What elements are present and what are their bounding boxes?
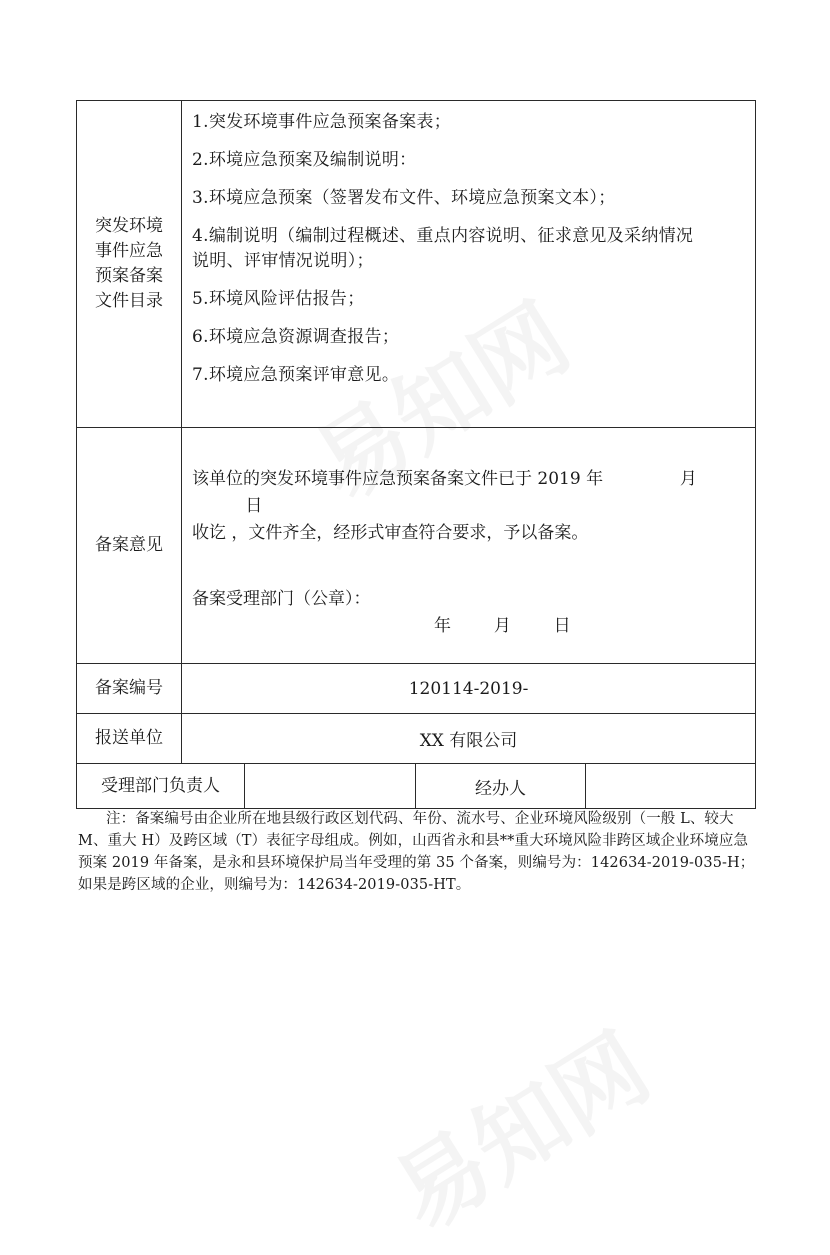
catalog-item: 6.环境应急资源调查报告； (192, 327, 400, 347)
opinion-month: 月 (679, 469, 697, 489)
catalog-item: 4.编制说明（编制过程概述、重点内容说明、征求意见及采纳情况 (192, 226, 694, 246)
opinion-content (182, 428, 756, 664)
opinion-received-text: 该单位的突发环境事件应急预案备案文件已于 2019 年 (192, 469, 604, 489)
opinion-line-2: 收讫 ，文件齐全，经形式审查符合要求，予以备案。 (192, 523, 589, 543)
dept-head-label: 受理部门负责人 (77, 764, 245, 809)
submitter-row (77, 714, 756, 764)
catalog-item: 5.环境风险评估报告； (192, 289, 365, 309)
catalog-list (182, 101, 756, 428)
dept-head-value (245, 764, 416, 809)
opinion-sign-date (192, 613, 747, 640)
catalog-label-line: 预案备案 (95, 266, 163, 286)
record-number-label: 备案编号 (77, 664, 182, 714)
record-number-row (77, 664, 756, 714)
record-number-value: 120114-2019- (182, 664, 756, 714)
opinion-label: 备案意见 (77, 428, 182, 664)
filing-form-table (76, 100, 756, 809)
opinion-dept: 备案受理部门（公章）： (192, 589, 371, 609)
catalog-label-cell (77, 101, 182, 428)
sign-year: 年 (434, 616, 451, 636)
catalog-item: 1.突发环境事件应急预案备案表； (192, 112, 452, 132)
opinion-line-1 (192, 466, 747, 520)
watermark (366, 997, 670, 1255)
catalog-item: 7.环境应急预案评审意见。 (192, 365, 400, 385)
sign-month: 月 (493, 616, 511, 636)
catalog-item: 2.环境应急预案及编制说明： (192, 150, 417, 170)
catalog-label-line: 事件应急 (95, 241, 163, 261)
handler-label: 经办人 (416, 764, 586, 809)
catalog-item: 3.环境应急预案（签署发布文件、环境应急预案文本）； (192, 188, 616, 208)
signature-row (77, 764, 756, 809)
submitter-label: 报送单位 (77, 714, 182, 764)
opinion-day: 日 (245, 496, 263, 516)
catalog-label-line: 文件目录 (95, 291, 163, 311)
sign-day: 日 (553, 616, 571, 636)
footnote: 注：备案编号由企业所在地县级行政区划代码、年份、流水号、企业环境风险级别（一般 L、较大 M、重大 H）及跨区域（T）表征字母组成。例如，山西省永和县**重大环境风险非跨区域企业环境应急预案 2019 年备案，是永和县环境保护局当年受理的第 35 个备案，则编号为：142634-2019-035-H；如果是跨区域的企业，则编号为：142634-2019-035-HT。 (78, 811, 755, 893)
catalog-label-line: 突发环境 (95, 216, 163, 236)
opinion-row (77, 428, 756, 664)
handler-value (586, 764, 756, 809)
submitter-value: XX 有限公司 (182, 714, 756, 764)
catalog-row (77, 101, 756, 428)
catalog-item: 说明、评审情况说明）； (192, 251, 374, 271)
